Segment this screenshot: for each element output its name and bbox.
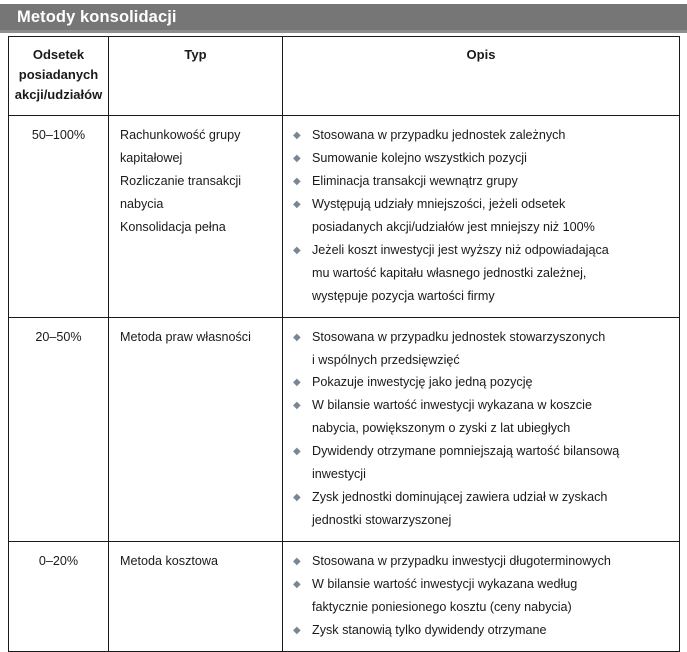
bullet-text-line: mu wartość kapitału własnego jednostki zależnej, xyxy=(312,265,587,280)
description-bullet-list xyxy=(293,124,671,307)
column-header-line: Odsetek xyxy=(32,47,85,62)
table-row xyxy=(9,541,680,652)
column-header-line: posiadanych xyxy=(18,67,99,83)
list-item xyxy=(293,619,671,642)
cell-description xyxy=(283,541,680,652)
list-item xyxy=(293,170,671,193)
table-row xyxy=(9,116,680,317)
diamond-bullet-icon: ◆ xyxy=(293,153,301,165)
diamond-bullet-icon: ◆ xyxy=(293,624,301,636)
table-header-row xyxy=(9,37,680,116)
bullet-text-line: faktycznie poniesionego kosztu (ceny nabycia) xyxy=(312,599,572,614)
table-body xyxy=(9,116,680,652)
list-item xyxy=(293,394,671,440)
bullet-text-line: Zysk stanowią tylko dywidendy otrzymane xyxy=(312,622,547,637)
bullet-text-line: Jeżeli koszt inwestycji jest wyższy niż odpowiadająca xyxy=(312,242,609,257)
method-type-line: Metoda praw własności xyxy=(120,329,251,344)
list-item xyxy=(293,371,671,394)
consolidation-methods-table xyxy=(8,36,680,652)
list-item xyxy=(293,193,671,239)
bullet-text-line: W bilansie wartość inwestycji wykazana w koszcie xyxy=(312,398,592,413)
diamond-bullet-icon: ◆ xyxy=(293,492,301,504)
description-bullet-list xyxy=(293,550,671,642)
column-header-line: Opis xyxy=(466,47,496,62)
diamond-bullet-icon: ◆ xyxy=(293,244,301,256)
table-row xyxy=(9,317,680,541)
cell-ownership-percent: 50–100% xyxy=(9,116,109,317)
bullet-text-line: Dywidendy otrzymane pomniejszają wartość bilansową xyxy=(312,444,620,459)
list-item xyxy=(293,147,671,170)
list-item xyxy=(293,124,671,147)
diamond-bullet-icon: ◆ xyxy=(293,578,301,590)
bullet-text-line: posiadanych akcji/udziałów jest mniejszy niż 100% xyxy=(312,220,595,235)
column-header-description xyxy=(283,37,680,116)
list-item xyxy=(293,573,671,619)
column-header-line: Typ xyxy=(184,47,207,62)
cell-ownership-percent: 20–50% xyxy=(9,317,109,541)
diamond-bullet-icon: ◆ xyxy=(293,377,301,389)
cell-method-type xyxy=(109,317,283,541)
list-item xyxy=(293,239,671,308)
diamond-bullet-icon: ◆ xyxy=(293,176,301,188)
column-header-percent xyxy=(9,37,109,116)
bullet-text-line: Stosowana w przypadku inwestycji długoterminowych xyxy=(312,553,611,568)
bullet-text-line: Eliminacja transakcji wewnątrz grupy xyxy=(312,174,518,189)
bullet-text-line: Stosowana w przypadku jednostek zależnych xyxy=(312,128,566,143)
list-item xyxy=(293,440,671,486)
diamond-bullet-icon: ◆ xyxy=(293,331,301,343)
method-type-line: Rozliczanie transakcji xyxy=(120,174,242,189)
cell-method-type xyxy=(109,541,283,652)
diamond-bullet-icon: ◆ xyxy=(293,555,301,567)
bullet-text-line: W bilansie wartość inwestycji wykazana według xyxy=(312,576,578,591)
title-bar-underline xyxy=(0,30,687,33)
list-item xyxy=(293,550,671,573)
bullet-text-line: Pokazuje inwestycję jako jedną pozycję xyxy=(312,375,533,390)
diamond-bullet-icon: ◆ xyxy=(293,199,301,211)
method-type-line: Konsolidacja pełna xyxy=(120,220,226,235)
method-type-line: nabycia xyxy=(120,197,164,212)
bullet-text-line: Sumowanie kolejno wszystkich pozycji xyxy=(312,151,527,166)
method-type-line: Metoda kosztowa xyxy=(120,553,219,568)
table-header xyxy=(9,37,680,116)
method-type-line: Rachunkowość grupy xyxy=(120,128,241,143)
bullet-text-line: jednostki stowarzyszonej xyxy=(312,512,452,527)
diamond-bullet-icon: ◆ xyxy=(293,446,301,458)
cell-description xyxy=(283,116,680,317)
bullet-text-line: nabycia, powiększonym o zyski z lat ubiegłych xyxy=(312,421,571,436)
table-title-bar xyxy=(0,4,687,30)
column-header-line: akcji/udziałów xyxy=(14,87,103,103)
diamond-bullet-icon: ◆ xyxy=(293,400,301,412)
bullet-text-line: Występują udziały mniejszości, jeżeli odsetek xyxy=(312,197,566,212)
list-item xyxy=(293,486,671,532)
bullet-text-line: i wspólnych przedsięwzięć xyxy=(312,352,460,367)
bullet-text-line: inwestycji xyxy=(312,467,366,482)
bullet-text-line: występuje pozycja wartości firmy xyxy=(312,288,495,303)
cell-ownership-percent: 0–20% xyxy=(9,541,109,652)
page-title: Metody konsolidacji xyxy=(17,7,177,26)
description-bullet-list xyxy=(293,326,671,532)
consolidation-methods-table-wrapper xyxy=(8,36,679,652)
list-item xyxy=(293,326,671,372)
cell-description xyxy=(283,317,680,541)
bullet-text-line: Stosowana w przypadku jednostek stowarzyszonych xyxy=(312,329,606,344)
method-type-line: kapitałowej xyxy=(120,151,183,166)
diamond-bullet-icon: ◆ xyxy=(293,130,301,142)
bullet-text-line: Zysk jednostki dominującej zawiera udział w zyskach xyxy=(312,490,608,505)
cell-method-type xyxy=(109,116,283,317)
column-header-type xyxy=(109,37,283,116)
